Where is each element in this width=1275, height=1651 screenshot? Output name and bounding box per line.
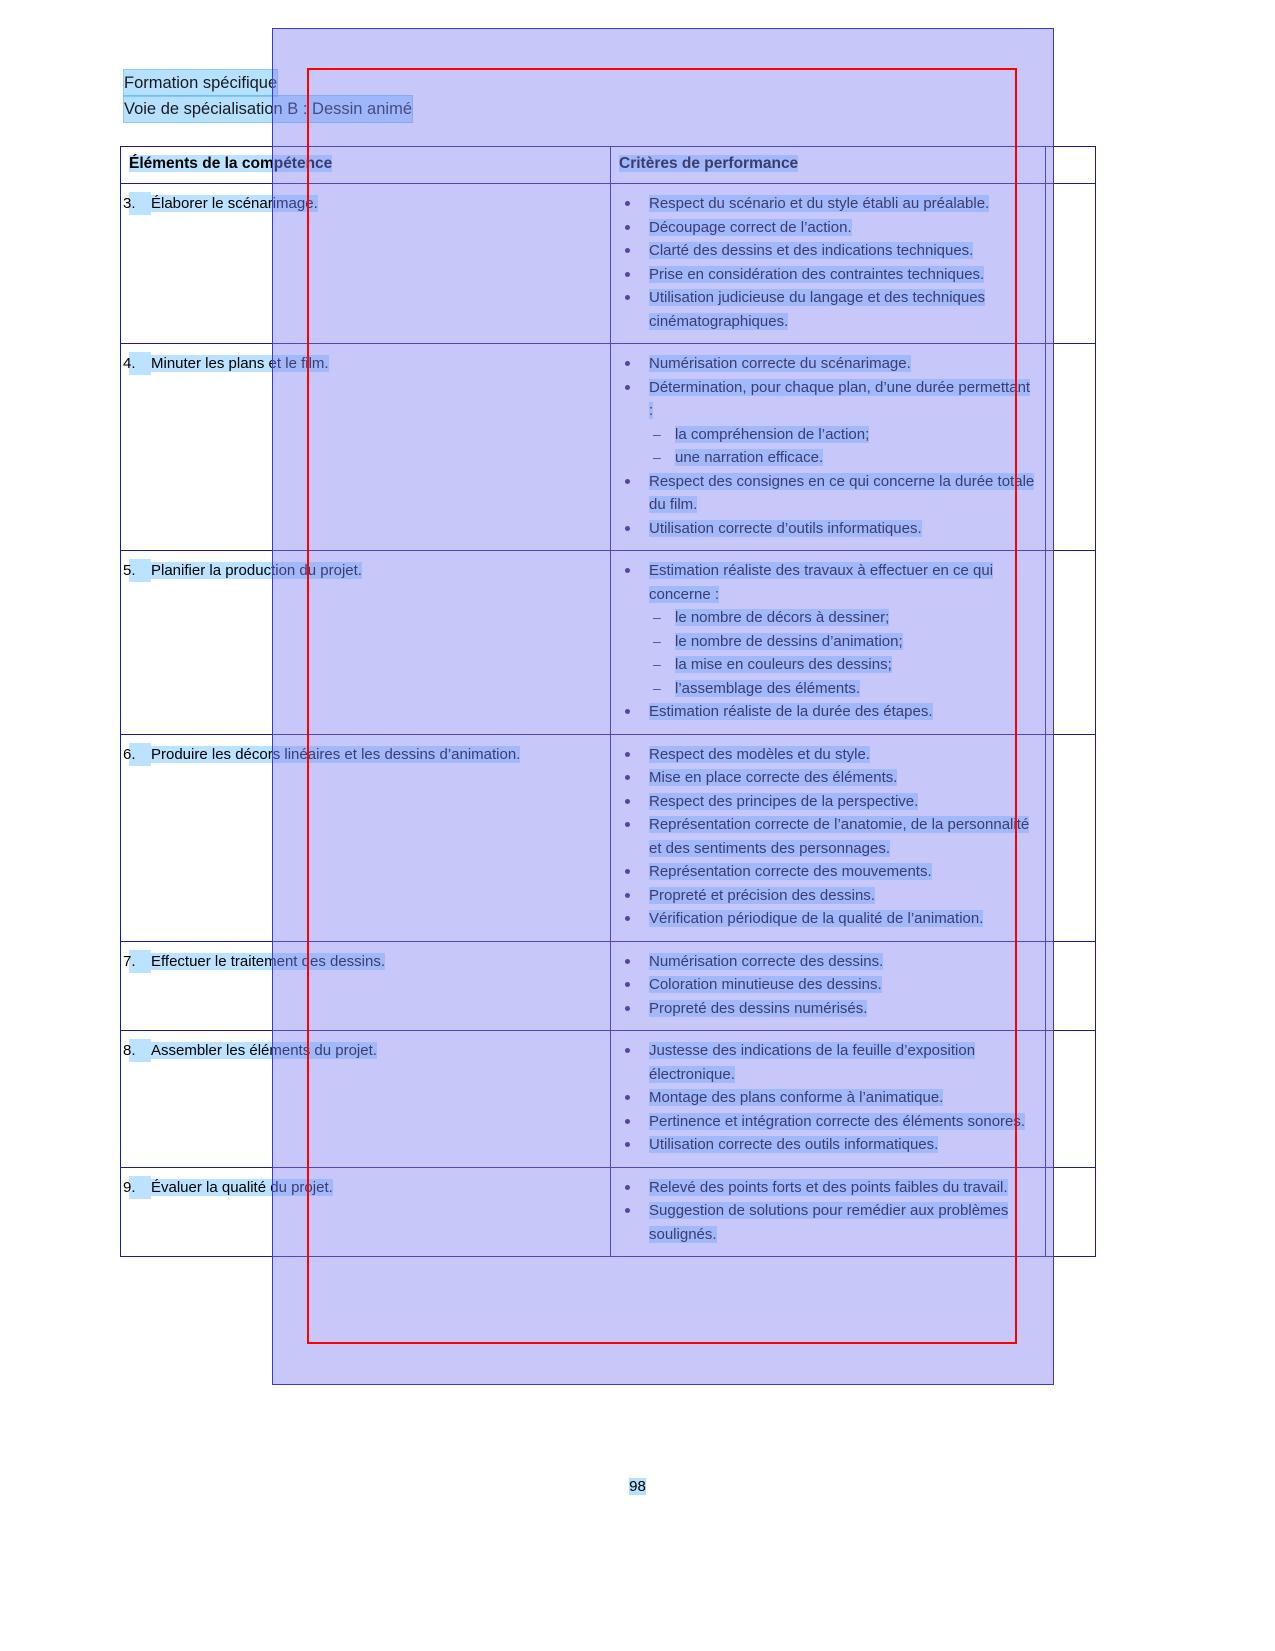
- criteria-item: [619, 907, 1037, 931]
- criteria-subtext: une narration efficace.: [675, 449, 824, 466]
- criteria-item: [619, 860, 1037, 884]
- column-header-criteria: Critères de performance: [611, 147, 1046, 184]
- criteria-subitem: [649, 423, 1037, 447]
- table-row: [121, 344, 1096, 551]
- element-number: 3.: [129, 192, 151, 215]
- performance-criteria-cell: [611, 1031, 1046, 1168]
- criteria-item: [619, 700, 1037, 724]
- criteria-item: [619, 470, 1037, 517]
- performance-criteria-cell: [611, 734, 1046, 941]
- criteria-item: [619, 239, 1037, 263]
- criteria-text: Relevé des points forts et des points faibles du travail.: [649, 1178, 1008, 1196]
- criteria-subitem: [649, 653, 1037, 677]
- criteria-text: Respect des modèles et du style.: [649, 745, 870, 763]
- performance-criteria-cell: [611, 184, 1046, 344]
- spacer-cell: [1046, 1031, 1096, 1168]
- header-line-1: Formation spécifique: [124, 70, 277, 96]
- table-row: [121, 551, 1096, 735]
- element-text: Effectuer le traitement des dessins.: [151, 952, 386, 970]
- spacer-cell: [1046, 941, 1096, 1031]
- element-text: Assembler les éléments du projet.: [151, 1042, 377, 1059]
- criteria-text: Découpage correct de l’action.: [649, 218, 852, 236]
- criteria-item: [619, 743, 1037, 767]
- competency-element-cell: [121, 941, 611, 1031]
- criteria-item: [619, 1086, 1037, 1110]
- element-text: Élaborer le scénarimage.: [151, 195, 318, 212]
- criteria-list: [619, 743, 1037, 931]
- table-row: [121, 734, 1096, 941]
- criteria-item: [619, 1110, 1037, 1134]
- criteria-text: Mise en place correcte des éléments.: [649, 769, 898, 786]
- criteria-item: [619, 216, 1037, 240]
- spacer-cell: [1046, 184, 1096, 344]
- criteria-item: [619, 997, 1037, 1021]
- criteria-text: Propreté des dessins numérisés.: [649, 999, 868, 1017]
- criteria-item: [619, 517, 1037, 541]
- criteria-list: [619, 559, 1037, 724]
- criteria-subtext: le nombre de décors à dessiner;: [675, 609, 890, 626]
- table-row: [121, 1031, 1096, 1168]
- criteria-item: [619, 1176, 1037, 1200]
- criteria-subtext: l’assemblage des éléments.: [675, 679, 861, 697]
- spacer-cell: [1046, 344, 1096, 551]
- competency-element-cell: [121, 344, 611, 551]
- criteria-subitem: [649, 446, 1037, 470]
- criteria-text: Utilisation judicieuse du langage et des techniques cinématographiques.: [649, 289, 986, 330]
- competency-element-cell: [121, 734, 611, 941]
- criteria-text: Numérisation correcte des dessins.: [649, 952, 884, 970]
- spacer-cell: [1046, 734, 1096, 941]
- column-header-spacer: [1046, 147, 1096, 184]
- table-row: [121, 1167, 1096, 1257]
- criteria-item: [619, 1199, 1037, 1246]
- page-number: 98: [629, 1478, 646, 1495]
- criteria-text: Détermination, pour chaque plan, d’une durée permettant :: [649, 378, 1031, 419]
- criteria-subitem: [649, 606, 1037, 630]
- criteria-text: Représentation correcte des mouvements.: [649, 863, 932, 880]
- performance-criteria-cell: [611, 551, 1046, 735]
- element-number: 4.: [129, 352, 151, 375]
- table-row: [121, 941, 1096, 1031]
- criteria-item: [619, 884, 1037, 908]
- criteria-text: Respect du scénario et du style établi au préalable.: [649, 195, 990, 212]
- spacer-cell: [1046, 1167, 1096, 1257]
- criteria-text: Coloration minutieuse des dessins.: [649, 976, 882, 993]
- criteria-text: Vérification périodique de la qualité de l’animation.: [649, 910, 984, 927]
- criteria-text: Propreté et précision des dessins.: [649, 886, 875, 904]
- criteria-text: Clarté des dessins et des indications techniques.: [649, 242, 974, 259]
- criteria-item: [619, 376, 1037, 470]
- criteria-text: Montage des plans conforme à l’animatique.: [649, 1089, 944, 1106]
- criteria-item: [619, 352, 1037, 376]
- criteria-sublist: [649, 606, 1037, 700]
- criteria-text: Numérisation correcte du scénarimage.: [649, 355, 911, 372]
- document-header: [124, 70, 1024, 122]
- criteria-item: [619, 286, 1037, 333]
- criteria-text: Justesse des indications de la feuille d’exposition électronique.: [649, 1042, 976, 1083]
- element-text: Produire les décors linéaires et les dessins d’animation.: [151, 745, 521, 763]
- table-body: [121, 184, 1096, 1257]
- element-number: 9.: [129, 1176, 151, 1199]
- criteria-text: Représentation correcte de l’anatomie, de la personnalité et des sentiments des personnages.: [649, 816, 1030, 857]
- criteria-text: Estimation réaliste de la durée des étapes.: [649, 703, 933, 720]
- criteria-text: Utilisation correcte des outils informatiques.: [649, 1136, 939, 1153]
- criteria-item: [619, 559, 1037, 700]
- criteria-item: [619, 1039, 1037, 1086]
- spacer-cell: [1046, 551, 1096, 735]
- competency-element-cell: [121, 551, 611, 735]
- criteria-list: [619, 1039, 1037, 1157]
- criteria-item: [619, 813, 1037, 860]
- criteria-text: Suggestion de solutions pour remédier aux problèmes soulignés.: [649, 1202, 1009, 1243]
- performance-criteria-cell: [611, 344, 1046, 551]
- criteria-item: [619, 950, 1037, 974]
- criteria-subitem: [649, 630, 1037, 654]
- element-number: 6.: [129, 743, 151, 766]
- criteria-text: Pertinence et intégration correcte des éléments sonores.: [649, 1112, 1026, 1130]
- criteria-item: [619, 973, 1037, 997]
- criteria-sublist: [649, 423, 1037, 470]
- criteria-subtext: le nombre de dessins d’animation;: [675, 632, 903, 650]
- element-text: Évaluer la qualité du projet.: [151, 1178, 333, 1196]
- criteria-list: [619, 192, 1037, 333]
- criteria-list: [619, 1176, 1037, 1247]
- element-number: 8.: [129, 1039, 151, 1062]
- criteria-item: [619, 790, 1037, 814]
- criteria-subtext: la compréhension de l’action;: [675, 425, 870, 443]
- table-row: [121, 184, 1096, 344]
- performance-criteria-cell: [611, 941, 1046, 1031]
- performance-criteria-cell: [611, 1167, 1046, 1257]
- element-number: 7.: [129, 950, 151, 973]
- competency-element-cell: [121, 184, 611, 344]
- element-text: Planifier la production du projet.: [151, 562, 362, 579]
- criteria-text: Respect des consignes en ce qui concerne la durée totale du film.: [649, 472, 1035, 513]
- criteria-item: [619, 766, 1037, 790]
- criteria-subtext: la mise en couleurs des dessins;: [675, 656, 892, 673]
- competency-element-cell: [121, 1167, 611, 1257]
- header-line-2: Voie de spécialisation B : Dessin animé: [124, 96, 412, 122]
- criteria-text: Prise en considération des contraintes techniques.: [649, 265, 985, 283]
- criteria-subitem: [649, 677, 1037, 701]
- element-text: Minuter les plans et le film.: [151, 355, 329, 372]
- table-header-row: [121, 147, 1096, 184]
- criteria-list: [619, 950, 1037, 1021]
- criteria-item: [619, 192, 1037, 216]
- criteria-text: Utilisation correcte d’outils informatiques.: [649, 519, 922, 537]
- competency-table: [120, 146, 1096, 1257]
- criteria-item: [619, 1133, 1037, 1157]
- criteria-list: [619, 352, 1037, 540]
- element-number: 5.: [129, 559, 151, 582]
- criteria-text: Respect des principes de la perspective.: [649, 792, 919, 810]
- criteria-item: [619, 263, 1037, 287]
- competency-element-cell: [121, 1031, 611, 1168]
- column-header-elements: Éléments de la compétence: [121, 147, 611, 184]
- criteria-text: Estimation réaliste des travaux à effectuer en ce qui concerne :: [649, 562, 994, 603]
